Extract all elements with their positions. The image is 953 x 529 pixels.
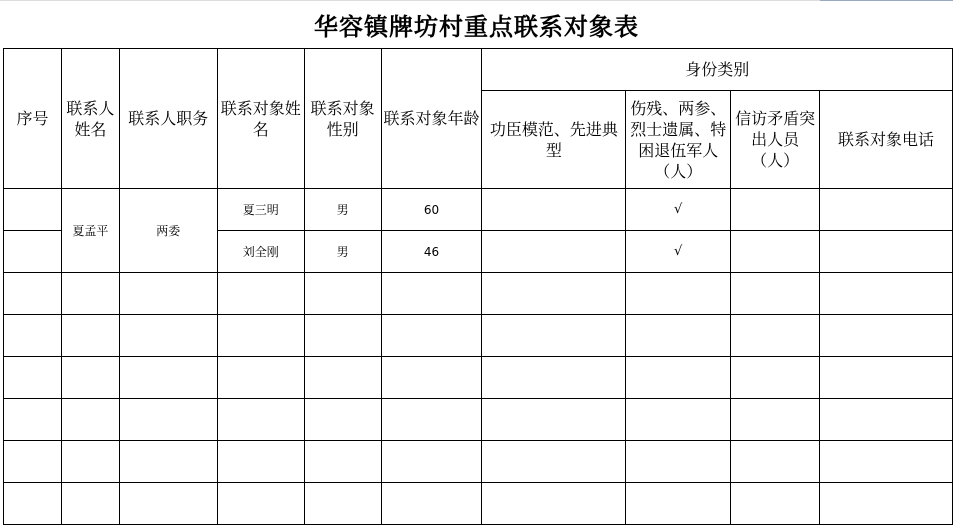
header-target-gender: 联系对象性别 bbox=[304, 49, 381, 189]
empty-cell[interactable] bbox=[731, 441, 820, 483]
empty-cell[interactable] bbox=[304, 357, 381, 399]
empty-cell[interactable] bbox=[482, 357, 626, 399]
empty-cell[interactable] bbox=[381, 399, 482, 441]
merit-cell[interactable] bbox=[482, 231, 626, 273]
empty-cell[interactable] bbox=[217, 399, 304, 441]
empty-cell[interactable] bbox=[4, 483, 62, 525]
table-row bbox=[4, 189, 953, 231]
petition-cell[interactable] bbox=[731, 189, 820, 231]
empty-cell[interactable] bbox=[731, 273, 820, 315]
empty-cell[interactable] bbox=[482, 483, 626, 525]
empty-cell[interactable] bbox=[61, 357, 119, 399]
empty-cell[interactable] bbox=[626, 441, 731, 483]
empty-cell[interactable] bbox=[304, 399, 381, 441]
empty-cell[interactable] bbox=[482, 441, 626, 483]
empty-cell[interactable] bbox=[381, 315, 482, 357]
empty-cell[interactable] bbox=[119, 441, 217, 483]
empty-cell[interactable] bbox=[820, 399, 953, 441]
target-name-cell[interactable]: 夏三明 bbox=[217, 189, 304, 231]
empty-cell[interactable] bbox=[304, 441, 381, 483]
gender-cell[interactable]: 男 bbox=[304, 189, 381, 231]
empty-cell[interactable] bbox=[304, 483, 381, 525]
phone-cell[interactable] bbox=[820, 189, 953, 231]
empty-cell[interactable] bbox=[217, 357, 304, 399]
header-target-age: 联系对象年龄 bbox=[381, 49, 482, 189]
empty-cell[interactable] bbox=[4, 441, 62, 483]
header-contact-name: 联系人姓名 bbox=[61, 49, 119, 189]
empty-cell[interactable] bbox=[119, 357, 217, 399]
petition-cell[interactable] bbox=[731, 231, 820, 273]
empty-cell[interactable] bbox=[61, 315, 119, 357]
empty-row bbox=[4, 399, 953, 441]
contact-name-cell[interactable]: 夏孟平 bbox=[61, 189, 119, 273]
empty-cell[interactable] bbox=[119, 483, 217, 525]
empty-cell[interactable] bbox=[482, 399, 626, 441]
empty-cell[interactable] bbox=[217, 315, 304, 357]
empty-cell[interactable] bbox=[217, 273, 304, 315]
empty-cell[interactable] bbox=[731, 483, 820, 525]
seq-cell[interactable] bbox=[4, 189, 62, 231]
page-title: 华容镇牌坊村重点联系对象表 bbox=[314, 13, 639, 41]
empty-cell[interactable] bbox=[626, 483, 731, 525]
disabled-check-cell[interactable]: √ bbox=[626, 189, 731, 231]
empty-cell[interactable] bbox=[820, 273, 953, 315]
empty-cell[interactable] bbox=[626, 357, 731, 399]
target-name-cell[interactable]: 刘全刚 bbox=[217, 231, 304, 273]
empty-cell[interactable] bbox=[304, 315, 381, 357]
merit-cell[interactable] bbox=[482, 189, 626, 231]
empty-cell[interactable] bbox=[119, 399, 217, 441]
empty-cell[interactable] bbox=[482, 315, 626, 357]
header-petition: 信访矛盾突出人员（人） bbox=[731, 91, 820, 189]
empty-row bbox=[4, 483, 953, 525]
phone-cell[interactable] bbox=[820, 231, 953, 273]
empty-cell[interactable] bbox=[820, 315, 953, 357]
header-merit: 功臣模范、先进典型 bbox=[482, 91, 626, 189]
age-cell[interactable]: 60 bbox=[381, 189, 482, 231]
empty-cell[interactable] bbox=[119, 273, 217, 315]
empty-cell[interactable] bbox=[626, 315, 731, 357]
empty-cell[interactable] bbox=[731, 357, 820, 399]
empty-cell[interactable] bbox=[820, 483, 953, 525]
seq-cell[interactable] bbox=[4, 231, 62, 273]
empty-cell[interactable] bbox=[381, 273, 482, 315]
empty-row bbox=[4, 441, 953, 483]
empty-cell[interactable] bbox=[381, 483, 482, 525]
contact-role-cell[interactable]: 两委 bbox=[119, 189, 217, 273]
empty-cell[interactable] bbox=[61, 441, 119, 483]
empty-cell[interactable] bbox=[217, 441, 304, 483]
empty-cell[interactable] bbox=[61, 273, 119, 315]
empty-cell[interactable] bbox=[626, 399, 731, 441]
empty-cell[interactable] bbox=[731, 315, 820, 357]
empty-cell[interactable] bbox=[61, 483, 119, 525]
gender-cell[interactable]: 男 bbox=[304, 231, 381, 273]
empty-row bbox=[4, 357, 953, 399]
header-disabled: 伤残、两参、烈士遗属、特困退伍军人（人） bbox=[626, 91, 731, 189]
empty-row bbox=[4, 315, 953, 357]
empty-cell[interactable] bbox=[304, 273, 381, 315]
empty-cell[interactable] bbox=[820, 357, 953, 399]
header-contact-role: 联系人职务 bbox=[119, 49, 217, 189]
empty-cell[interactable] bbox=[4, 357, 62, 399]
empty-cell[interactable] bbox=[4, 315, 62, 357]
empty-cell[interactable] bbox=[731, 399, 820, 441]
header-seq: 序号 bbox=[4, 49, 62, 189]
header-identity-group: 身份类别 bbox=[482, 49, 953, 91]
empty-cell[interactable] bbox=[381, 441, 482, 483]
empty-cell[interactable] bbox=[4, 273, 62, 315]
empty-cell[interactable] bbox=[217, 483, 304, 525]
empty-cell[interactable] bbox=[119, 315, 217, 357]
age-cell[interactable]: 46 bbox=[381, 231, 482, 273]
empty-cell[interactable] bbox=[482, 273, 626, 315]
contact-table bbox=[3, 48, 953, 525]
empty-cell[interactable] bbox=[4, 399, 62, 441]
empty-cell[interactable] bbox=[61, 399, 119, 441]
empty-cell[interactable] bbox=[626, 273, 731, 315]
empty-cell[interactable] bbox=[381, 357, 482, 399]
empty-cell[interactable] bbox=[820, 441, 953, 483]
header-target-name: 联系对象姓名 bbox=[217, 49, 304, 189]
empty-row bbox=[4, 273, 953, 315]
header-phone: 联系对象电话 bbox=[820, 91, 953, 189]
disabled-check-cell[interactable]: √ bbox=[626, 231, 731, 273]
